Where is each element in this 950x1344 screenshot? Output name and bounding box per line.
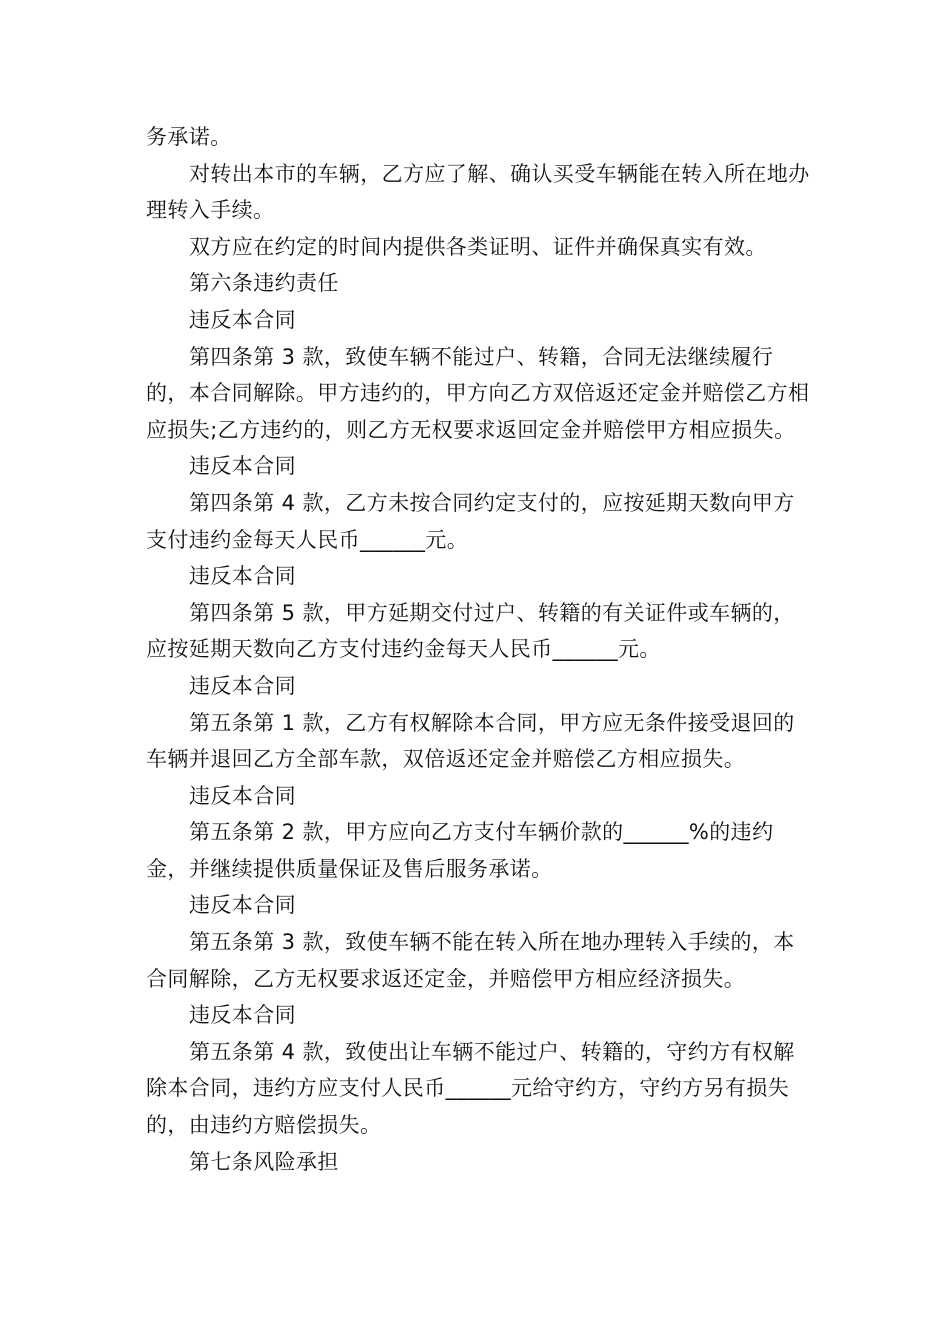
section-heading: 第六条违约责任 [189, 271, 339, 296]
paragraph: 第五条第 1 款，乙方有权解除本合同，甲方应无条件接受退回的车辆并退回乙方全部车款，双倍返还定金并赔偿乙方相应损失。 [146, 710, 795, 772]
paragraph: 第五条第 2 款，甲方应向乙方支付车辆价款的______%的违约金，并继续提供质量保证及售后服务承诺。 [146, 820, 774, 881]
paragraph: 违反本合同 [189, 783, 296, 808]
paragraph: 第五条第 4 款，致使出让车辆不能过户、转籍的，守约方有权解除本合同，违约方应支付人民币______元给守约方，守约方另有损失的，由违约方赔偿损失。 [146, 1039, 795, 1138]
paragraph: 违反本合同 [189, 307, 296, 332]
paragraph: 第四条第 5 款，甲方延期交付过户、转籍的有关证件或车辆的，应按延期天数向乙方支付违约金每天人民币______元。 [146, 600, 795, 662]
document-body [146, 119, 810, 1180]
paragraph: 第四条第 3 款，致使车辆不能过户、转籍，合同无法继续履行的，本合同解除。甲方违约的，甲方向乙方双倍返还定金并赔偿乙方相应损失;乙方违约的，则乙方无权要求返回定金并赔偿甲方相应损失。 [146, 344, 810, 442]
paragraph: 违反本合同 [189, 1003, 296, 1028]
paragraph: 违反本合同 [189, 893, 296, 918]
paragraph: 双方应在约定的时间内提供各类证明、证件并确保真实有效。 [189, 234, 767, 259]
paragraph: 违反本合同 [189, 673, 296, 698]
paragraph: 对转出本市的车辆，乙方应了解、确认买受车辆能在转入所在地办理转入手续。 [146, 161, 810, 223]
paragraph: 第五条第 3 款，致使车辆不能在转入所在地办理转入手续的，本合同解除，乙方无权要求返还定金，并赔偿甲方相应经济损失。 [146, 930, 795, 991]
paragraph: 违反本合同 [189, 564, 296, 589]
paragraph: 务承诺。 [146, 125, 232, 149]
paragraph: 违反本合同 [189, 454, 296, 479]
section-heading: 第七条风险承担 [189, 1149, 339, 1174]
paragraph: 第四条第 4 款，乙方未按合同约定支付的，应按延期天数向甲方支付违约金每天人民币______元。 [146, 490, 795, 552]
